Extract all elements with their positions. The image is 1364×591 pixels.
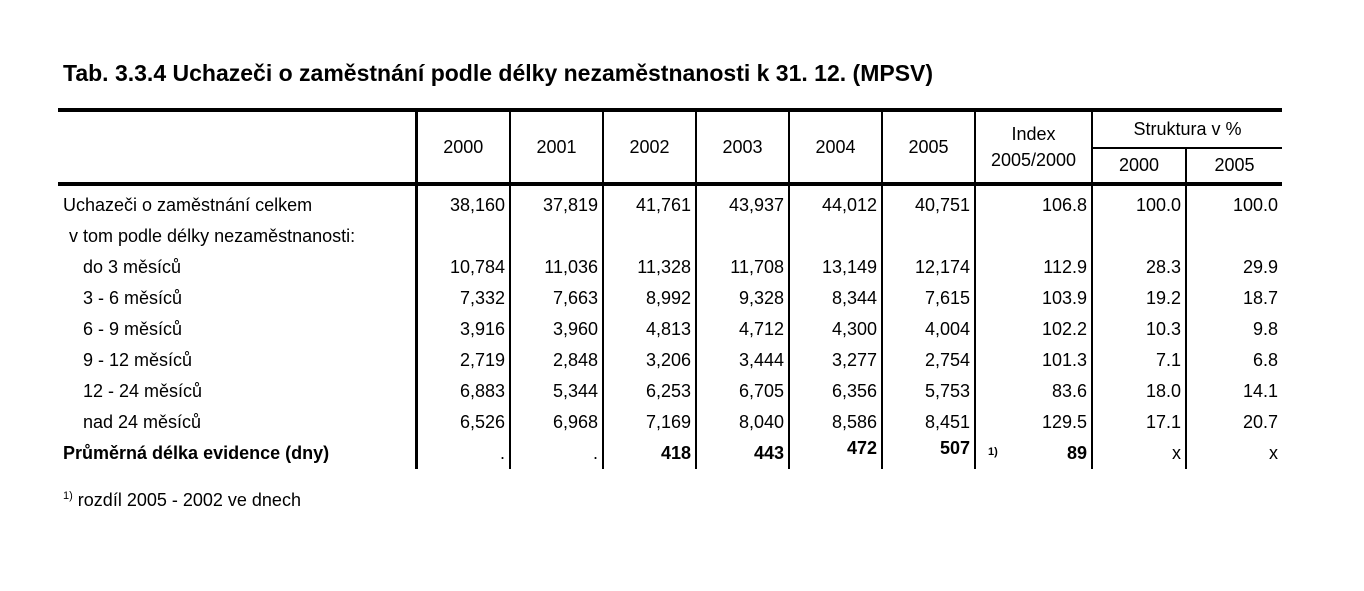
- cell: 12,174: [882, 252, 975, 283]
- table-row: [58, 221, 1282, 252]
- cell: 3,444: [696, 345, 789, 376]
- row-label: 12 - 24 měsíců: [83, 381, 203, 401]
- cell: 3,206: [603, 345, 696, 376]
- cell-struktura-2000: 28.3: [1092, 252, 1186, 283]
- cell: 8,451: [882, 407, 975, 438]
- cell: 43,937: [696, 184, 789, 221]
- row-label: 3 - 6 měsíců: [83, 288, 183, 308]
- cell-index: 103.9: [975, 283, 1092, 314]
- cell: 37,819: [510, 184, 603, 221]
- cell-index-value: 89: [1066, 443, 1087, 463]
- data-table: [58, 108, 1282, 469]
- cell-struktura-2005: 9.8: [1186, 314, 1282, 345]
- cell: 507: [882, 438, 975, 469]
- cell: 5,344: [510, 376, 603, 407]
- cell-index: 101.3: [975, 345, 1092, 376]
- header-year-2004: 2004: [789, 110, 882, 184]
- cell-struktura-2005: 29.9: [1186, 252, 1282, 283]
- footnote-text: rozdíl 2005 - 2002 ve dnech: [77, 490, 301, 510]
- cell: [696, 221, 789, 252]
- cell: 41,761: [603, 184, 696, 221]
- cell-struktura-2005: 14.1: [1186, 376, 1282, 407]
- cell: [603, 221, 696, 252]
- cell: 6,705: [696, 376, 789, 407]
- cell: 418: [603, 438, 696, 469]
- cell: 4,712: [696, 314, 789, 345]
- header-struktura-2005: 2005: [1186, 148, 1282, 184]
- cell: 8,040: [696, 407, 789, 438]
- cell: 443: [696, 438, 789, 469]
- cell-struktura-2000: 18.0: [1092, 376, 1186, 407]
- table-row: [58, 314, 1282, 345]
- cell: 2,719: [416, 345, 510, 376]
- table-row: [58, 438, 1282, 469]
- header-year-2002: 2002: [603, 110, 696, 184]
- cell: 6,883: [416, 376, 510, 407]
- cell: 3,277: [789, 345, 882, 376]
- cell: 3,916: [416, 314, 510, 345]
- cell-struktura-2000: 10.3: [1092, 314, 1186, 345]
- cell-struktura-2005: 18.7: [1186, 283, 1282, 314]
- cell: 8,992: [603, 283, 696, 314]
- footnote-mark: 1): [63, 490, 73, 502]
- cell-index: 102.2: [975, 314, 1092, 345]
- row-label: v tom podle délky nezaměstnanosti:: [69, 226, 356, 246]
- cell-struktura-2000: [1092, 221, 1186, 252]
- header-year-2000: 2000: [416, 110, 510, 184]
- cell: 6,356: [789, 376, 882, 407]
- cell-index: [975, 221, 1092, 252]
- row-label: 9 - 12 měsíců: [83, 350, 193, 370]
- cell: 38,160: [416, 184, 510, 221]
- header-struktura: Struktura v %: [1092, 110, 1282, 148]
- cell: 5,753: [882, 376, 975, 407]
- row-label: do 3 měsíců: [83, 257, 182, 277]
- cell: 11,036: [510, 252, 603, 283]
- cell: [882, 221, 975, 252]
- cell: 6,253: [603, 376, 696, 407]
- cell: 2,754: [882, 345, 975, 376]
- cell: .: [416, 438, 510, 469]
- cell: 7,663: [510, 283, 603, 314]
- table-title: Tab. 3.3.4 Uchazeči o zaměstnání podle délky nezaměstnanosti k 31. 12. (MPSV): [63, 60, 934, 86]
- cell: 8,344: [789, 283, 882, 314]
- row-label: Uchazeči o zaměstnání celkem: [63, 195, 313, 215]
- cell: 7,169: [603, 407, 696, 438]
- cell-struktura-2000: 19.2: [1092, 283, 1186, 314]
- cell-index: 106.8: [975, 184, 1092, 221]
- cell: 9,328: [696, 283, 789, 314]
- header-year-2005: 2005: [882, 110, 975, 184]
- header-empty-cell: [58, 110, 416, 184]
- header-index-line2: 2005/2000: [990, 150, 1077, 170]
- header-index-line1: Index: [1011, 124, 1056, 144]
- cell-index: 83.6: [975, 376, 1092, 407]
- table-row: [58, 184, 1282, 221]
- cell-struktura-2000: x: [1092, 438, 1186, 469]
- header-struktura-2000: 2000: [1092, 148, 1186, 184]
- cell-struktura-2000: 7.1: [1092, 345, 1186, 376]
- cell-struktura-2005: 20.7: [1186, 407, 1282, 438]
- row-label: nad 24 měsíců: [83, 412, 202, 432]
- cell: 3,960: [510, 314, 603, 345]
- table-row: [58, 407, 1282, 438]
- cell: [789, 221, 882, 252]
- cell: 2,848: [510, 345, 603, 376]
- header-year-2001: 2001: [510, 110, 603, 184]
- header-year-2003: 2003: [696, 110, 789, 184]
- cell: 7,332: [416, 283, 510, 314]
- cell: 10,784: [416, 252, 510, 283]
- cell: [416, 221, 510, 252]
- table-row: [58, 376, 1282, 407]
- cell: 13,149: [789, 252, 882, 283]
- cell: 7,615: [882, 283, 975, 314]
- cell: 4,813: [603, 314, 696, 345]
- cell: 8,586: [789, 407, 882, 438]
- cell: .: [510, 438, 603, 469]
- cell: 40,751: [882, 184, 975, 221]
- cell: 4,300: [789, 314, 882, 345]
- cell: 44,012: [789, 184, 882, 221]
- footnote-mark: 1): [988, 446, 998, 458]
- cell-struktura-2000: 17.1: [1092, 407, 1186, 438]
- row-label: Průměrná délka evidence (dny): [63, 443, 330, 463]
- cell-index: 129.5: [975, 407, 1092, 438]
- cell-struktura-2005: 100.0: [1186, 184, 1282, 221]
- cell-index: [975, 438, 1092, 469]
- table-row: [58, 252, 1282, 283]
- table-row: [58, 283, 1282, 314]
- cell: 11,328: [603, 252, 696, 283]
- cell-struktura-2005: x: [1186, 438, 1282, 469]
- cell-struktura-2005: 6.8: [1186, 345, 1282, 376]
- cell: 6,526: [416, 407, 510, 438]
- header-index: [975, 110, 1092, 184]
- cell-index: 112.9: [975, 252, 1092, 283]
- cell: 11,708: [696, 252, 789, 283]
- cell: 4,004: [882, 314, 975, 345]
- cell: [510, 221, 603, 252]
- cell-struktura-2005: [1186, 221, 1282, 252]
- footnote: [63, 490, 301, 511]
- cell: 6,968: [510, 407, 603, 438]
- table-row: [58, 345, 1282, 376]
- cell: 472: [789, 438, 882, 469]
- row-label: 6 - 9 měsíců: [83, 319, 183, 339]
- cell-struktura-2000: 100.0: [1092, 184, 1186, 221]
